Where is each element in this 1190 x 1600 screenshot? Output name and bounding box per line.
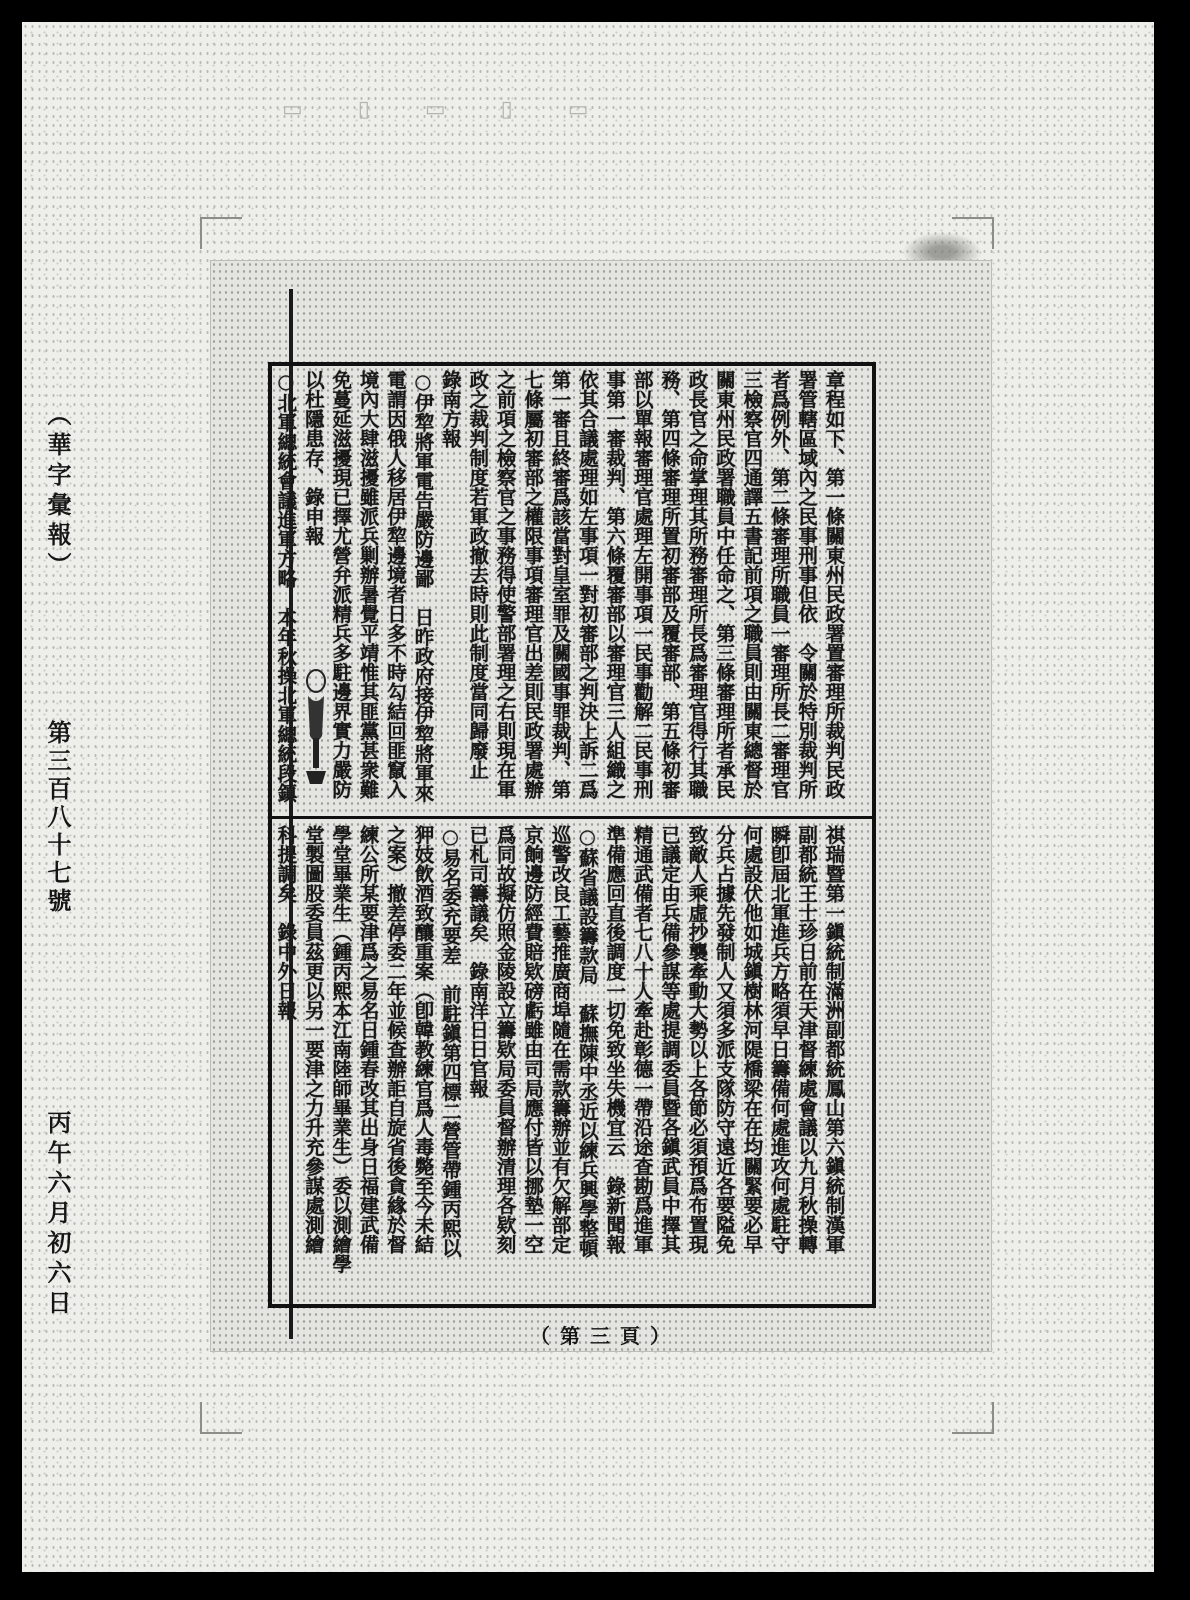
crop-mark: [200, 217, 242, 249]
text-column-line: 錄南方報: [438, 370, 462, 448]
text-column-line: 免蔓延滋擾現已擇尤營弁派精兵多駐邊界實力嚴防: [329, 370, 353, 799]
text-column-line: 事第一審裁判、第六條覆審部以審理官三人組織之: [603, 370, 627, 799]
text-column-line: ○伊犂將軍電告嚴防邊鄙 日昨政府接伊犂將軍來: [411, 370, 435, 803]
text-column-line: 七條屬初審部之權限事項審理官出差則民政署處辦: [521, 370, 545, 799]
text-column-line: 關東州民政署職員中任命之、第三條審理所者承民: [712, 370, 736, 799]
text-column-line: ○蘇省議設籌款局 蘇撫陳中丞近以練兵興學整頓: [575, 825, 599, 1258]
text-column-line: 已札司籌議矣 錄南洋日日官報: [466, 825, 490, 1098]
text-column-line: 分兵占據先發制人又須多派支隊防守遠近各要隘免: [712, 825, 736, 1254]
text-column-line: 章程如下、第一條關東州民政署置審理所裁判民政: [822, 370, 846, 799]
text-column-line: 致敵人乘虛抄襲牽動大勢以上各節必須預爲布置現: [685, 825, 709, 1254]
section-divider: [272, 816, 872, 819]
text-column-line: 已議定由兵備參謀等處提調委員暨各鎭武員中擇其: [658, 825, 682, 1254]
text-column-line: 副都統王士珍日前在天津督練處會議以九月秋操轉: [795, 825, 819, 1254]
text-column-line: 務、第四條審理所置初審部及覆審部、第五條初審: [658, 370, 682, 799]
text-column-line: 何處設伏他如城鎭樹林河隄橋梁在在均關緊要必早: [740, 825, 764, 1254]
text-column-line: 以杜隱患存、錄申報: [301, 370, 325, 546]
text-column-line: 學堂畢業生（鍾丙熙本江南陸師畢業生）委以測繪學: [329, 825, 353, 1274]
upper-article-block: [272, 366, 872, 814]
text-column-line: 署管轄區域內之民事刑事但依 令關於特別裁判所: [795, 370, 819, 799]
text-column-line: 政之裁判制度若軍政撤去時則此制度當同歸廢止: [466, 370, 490, 780]
text-column-line: 精通武備者七八十人牽赴彰德一帶沿途查勘爲進軍: [630, 825, 654, 1254]
lower-text-columns: [272, 821, 850, 1304]
text-column-line: 巡警改良工藝推廣商埠隨在需款籌辦並有欠解部定: [548, 825, 572, 1254]
text-column-line: 政長官之命掌理其所務審理所長爲審理官得行其職: [685, 370, 709, 799]
text-column-line: 科提調矣 錄中外日報: [274, 825, 298, 1020]
text-column-line: 之案）撤差停委二年並候查辦詎自旋省後貪緣於督: [384, 825, 408, 1254]
article-frame: [268, 362, 876, 1308]
masthead-date: 丙午六月初六日: [43, 1110, 72, 1320]
text-column-line: 瞬卽屆北軍進兵方略須早日籌備何處進攻何處駐守: [767, 825, 791, 1254]
page-number-footer: （第三頁）: [530, 1324, 680, 1348]
bleed-through-text: ▭ ▯ ▭ ▯ ▭: [282, 97, 613, 122]
text-column-line: 祺瑞暨第一鎭統制滿洲副都統鳳山第六鎭統制漢軍: [822, 825, 846, 1254]
text-column-line: 第一審且終審爲該當對皇室罪及關國事罪裁判、第: [548, 370, 572, 799]
text-column-line: 京餉邊防經費賠欵磅虧雖由司局應付皆以挪墊一空: [521, 825, 545, 1254]
text-column-line: 電謂因俄人移居伊犂邊境者日多不時勾結回匪竄入: [384, 370, 408, 799]
masthead-issue-number: 第三百八十七號: [43, 720, 72, 916]
text-column-line: 者爲例外、第二條審理所職員一審理所長二審理官: [767, 370, 791, 799]
text-column-line: 之前項之檢察官之事務得使警部署理之右則現在軍: [493, 370, 517, 799]
text-column-line: 練公所某要津爲之易名日鍾春改其出身日福建武備: [356, 825, 380, 1254]
text-column-line: 準備應回直後調度一切免致坐失機宜云 錄新聞報: [603, 825, 627, 1254]
text-column-line: 爲同故擬仿照金陵設立籌欵局委員督辦清理各欵刻: [493, 825, 517, 1254]
crop-mark: [200, 1402, 242, 1434]
text-column-line: 境內大肆滋擾雖派兵剿辦暑覺平靖惟其匪黨甚衆難: [356, 370, 380, 799]
text-column-line: 狎妓飲酒致釀重案（卽韓教練官爲人毒斃至今未結: [411, 825, 435, 1254]
crop-mark: [952, 1402, 994, 1434]
masthead-title: （華字彙報）: [43, 402, 72, 582]
text-column-line: ○北軍總統會議進軍方略 本年秋操北軍總統段鎮: [274, 370, 298, 803]
upper-text-columns: [272, 366, 850, 814]
text-column-line: 部以單報審理官處理左開事項一民事勸解二民事刑: [630, 370, 654, 799]
lower-article-block: [272, 821, 872, 1304]
text-column-line: 三檢察官四通譯五書記前項之職員則由關東總督於: [740, 370, 764, 799]
text-column-line: 堂製圖股委員茲更以另一要津之力升充參謀處測繪: [301, 825, 325, 1254]
text-column-line: 依其合議處理如左事項一對初審部之判決上訴二爲: [575, 370, 599, 799]
text-column-line: ○易名委充要差 前駐鎭第四標二營管帶鍾丙熙以: [438, 825, 462, 1258]
